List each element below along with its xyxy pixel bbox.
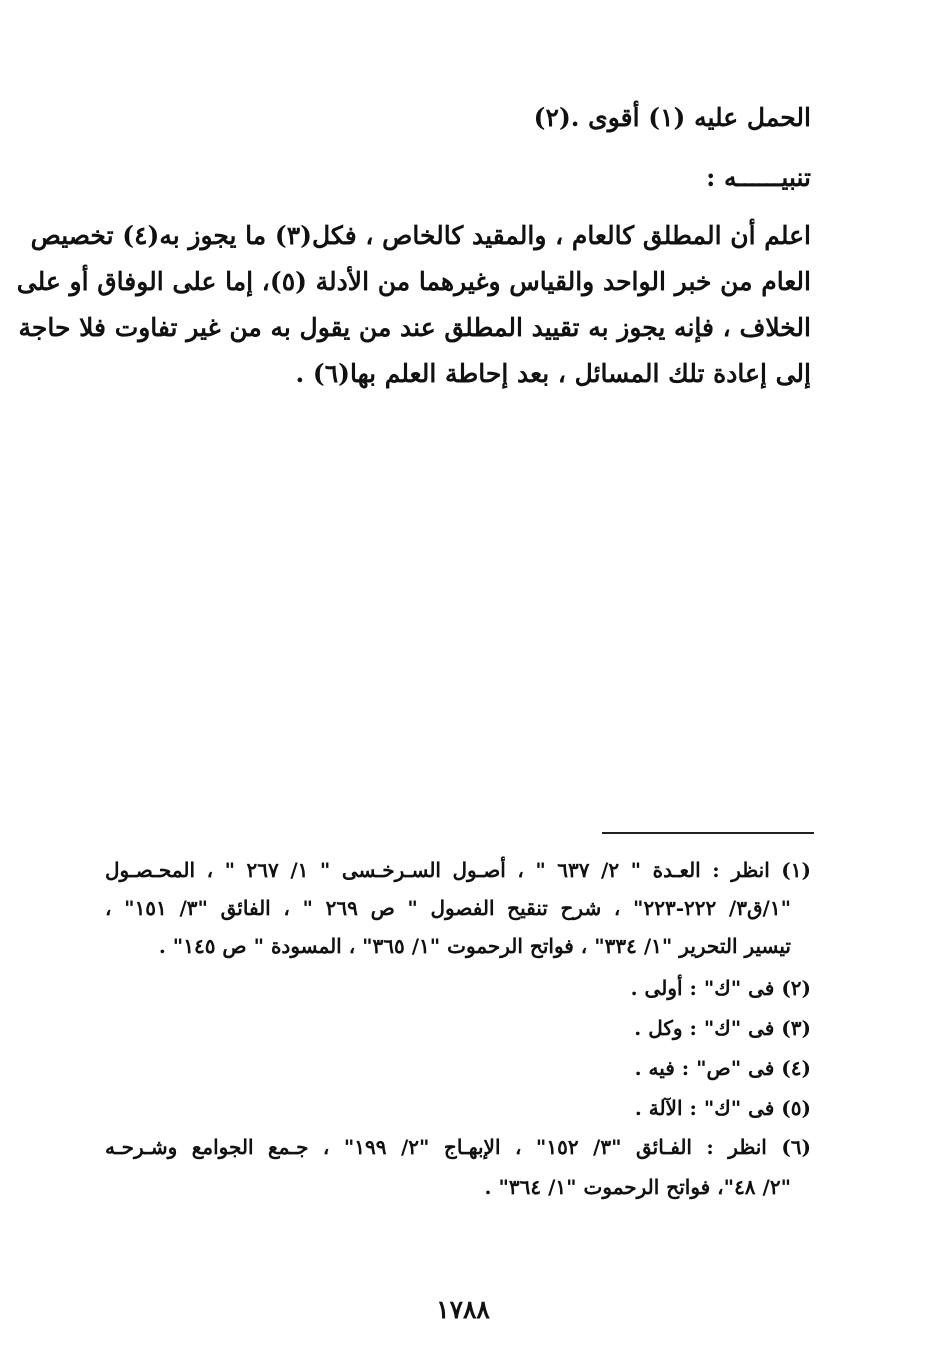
footnote-6-line: (٦) انظر : الفـائق "٣/ ١٥٢" ، الإبهـاج "٢/ ١٩٩" ، جـمع الجوامع وشـرحـه [105,1135,812,1159]
footnote-2: (٢) فى "ك" : أولى . [630,976,811,1000]
footnote-separator [602,832,814,834]
paragraph-line: إلى إعادة تلك المسائل ، بعد إحاطة العلم بها(٦) . [295,359,811,388]
footnote-1-line: "١/ق٣/ ٢٢٢-٢٢٣" ، شرح تنقيح الفصول " ص ٢٦٩ " ، الفائق "٣/ ١٥١" ، [105,896,791,920]
footnote-4: (٤) فى "ص" : فيه . [634,1056,811,1080]
paragraph-line: اعلم أن المطلق كالعام ، والمقيد كالخاص ، فكل(٣) ما يجوز به(٤) تخصيص [30,221,811,250]
page-number: ١٧٨٨ [436,1295,490,1324]
footnote-3: (٣) فى "ك" : وكل . [634,1016,811,1040]
opening-line: الحمل عليه (١) أقوى .(٢) [533,103,811,132]
paragraph-line: العام من خبر الواحد والقياس وغيرهما من الأدلة (٥)، إما على الوفاق أو على [16,267,811,296]
footnote-5: (٥) فى "ك" : الآلة . [634,1096,811,1120]
footnote-1-line: تيسير التحرير "١/ ٣٣٤" ، فواتح الرحموت "١/ ٣٦٥" ، المسودة " ص ١٤٥" . [158,934,791,958]
paragraph-line: الخلاف ، فإنه يجوز به تقييد المطلق عند من يقول به من غير تفاوت فلا حاجة [18,313,811,342]
footnote-6-line: "٢/ ٤٨"، فواتح الرحموت "١/ ٣٦٤" . [484,1175,791,1199]
footnote-1-line: (١) انظر : العـدة " ٢/ ٦٣٧ " ، أصـول السـرخـسى " ١/ ٢٦٧ " ، المحـصـول [105,858,811,882]
section-heading: تنبيــــــه : [706,163,811,192]
